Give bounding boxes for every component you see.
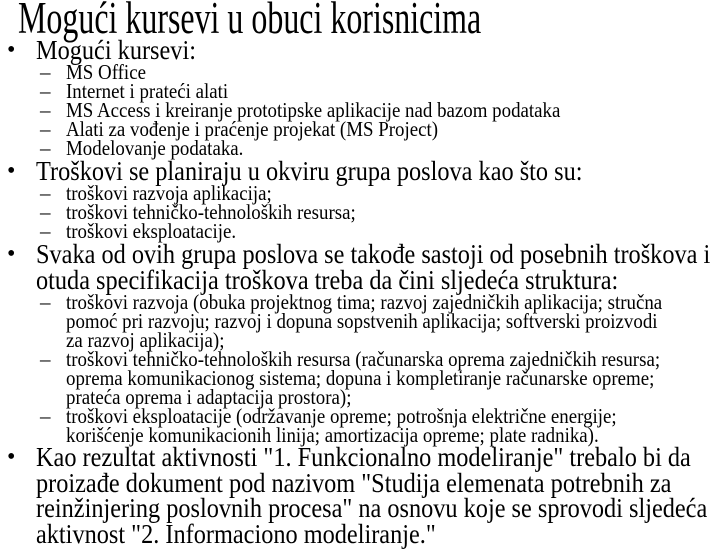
sub-bullet-text: MS Office — [66, 60, 146, 84]
bullet-text: proizađe dokument pod nazivom "Studija elemenata potrebnih za — [36, 467, 672, 498]
sub-bullet-text: za razvoj aplikacija); — [66, 328, 225, 352]
dash-icon: – — [40, 219, 51, 243]
sub-bullet-text: troškovi tehničko-tehnoloških resursa; — [66, 200, 356, 224]
dash-icon: – — [40, 181, 51, 205]
sub-bullet-text: Alati za vođenje i praćenje projekat (MS Project) — [66, 117, 439, 141]
sub-bullet-text: MS Access i kreiranje prototipske aplikacije nad bazom podataka — [66, 98, 561, 122]
bullet-line — [0, 241, 720, 267]
dash-icon: – — [40, 117, 51, 141]
bullet-text: Svaka od ovih grupa poslova se takođe sastoji od posebnih troškova i — [36, 239, 711, 269]
dash-icon: – — [40, 60, 51, 84]
sub-bullet-text: troškovi razvoja aplikacija; — [66, 181, 272, 205]
dash-icon: – — [40, 200, 51, 224]
bullet-text: otuda specifikacija troškova treba da čini sljedeća struktura: — [36, 265, 619, 295]
dash-icon: – — [40, 290, 51, 314]
dash-icon: – — [40, 98, 51, 122]
sub-bullet-text: prateća oprema i adaptacija prostora); — [66, 385, 352, 409]
bullet-text: reinžinjering poslovnih procesa" na osnovu koje se sprovodi sljedeća — [36, 493, 708, 523]
sub-bullet-text: troškovi eksploatacije (održavanje opreme; potrošnja električne energije; — [66, 404, 617, 428]
dash-icon: – — [40, 404, 51, 428]
bullet-icon: • — [7, 241, 16, 267]
sub-bullet-text: troškovi razvoja (obuka projektnog tima; razvoj zajedničkih aplikacija; stručna — [66, 290, 663, 314]
bullet-icon: • — [7, 444, 16, 470]
sub-bullet-text: oprema komunikacionog sistema; dopuna i kompletiranje računarske opreme; — [66, 366, 655, 390]
bullet-line — [0, 518, 720, 549]
slide-title: Mogući kursevi u obuci korisnicima — [18, 0, 482, 43]
bullet-text: Troškovi se planiraju u okviru grupa poslova kao što su: — [36, 156, 583, 186]
bullet-text: aktivnost "2. Informaciono modeliranje." — [36, 518, 436, 549]
dash-icon: – — [40, 79, 51, 103]
sub-bullet-text: troškovi tehničko-tehnoloških resursa (računarska oprema zajedničkih resursa; — [66, 347, 661, 371]
slide-body — [0, 37, 720, 547]
sub-bullet-text: korišćenje komunikacionih linija; amortizacija opreme; plate radnika). — [66, 423, 599, 447]
bullet-icon: • — [7, 37, 16, 63]
sub-bullet-text: Modelovanje podataka. — [66, 136, 244, 160]
dash-icon: – — [40, 347, 51, 371]
bullet-text: Kao rezultat aktivnosti "1. Funkcionalno modeliranje" trebalo bi da — [36, 442, 691, 472]
bullet-icon: • — [7, 158, 16, 184]
bullet-text: Mogući kursevi: — [36, 35, 196, 65]
sub-bullet-text: pomoć pri razvoju; razvoj i dopuna sopstvenih aplikacija; softverski proizvodi — [66, 309, 658, 333]
sub-bullet-text: Internet i prateći alati — [66, 79, 229, 103]
dash-icon: – — [40, 136, 51, 160]
sub-bullet-text: troškovi eksploatacije. — [66, 219, 237, 243]
